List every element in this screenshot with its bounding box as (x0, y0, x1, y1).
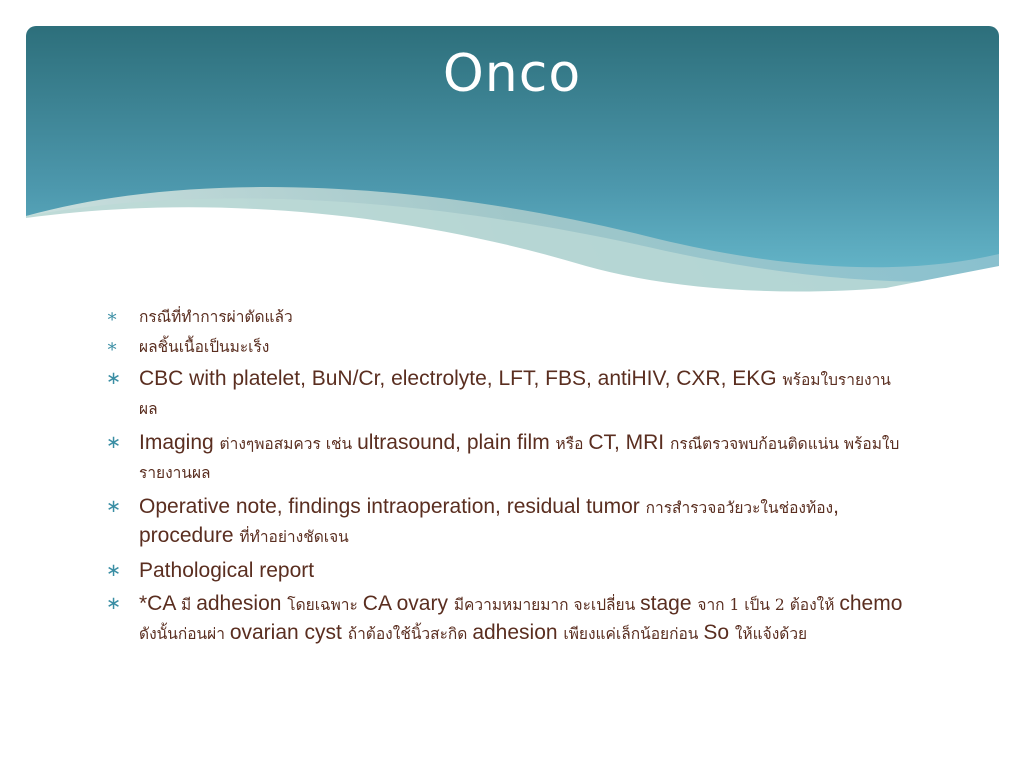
bullet-text: โดยเฉพาะ (287, 596, 363, 614)
bullet-marker-icon: ∗ (106, 432, 122, 452)
bullet-text: Pathological report (139, 559, 315, 582)
bullet-item (104, 590, 904, 648)
bullet-text: adhesion (472, 621, 564, 644)
bullet-text: มี (181, 596, 197, 614)
bullet-text: CT, MRI (588, 431, 670, 454)
bullet-text: ผลชิ้นเนื้อเป็นมะเร็ง (139, 338, 270, 356)
bullet-text: stage (640, 592, 698, 615)
bullet-text: ต่างๆพอสมควร เช่น (219, 435, 358, 453)
bullet-text: ovarian cyst (229, 621, 348, 644)
bullet-text: หรือ (555, 435, 589, 453)
bullet-marker-icon: ∗ (106, 560, 122, 580)
bullet-text: กรณีที่ทำการผ่าตัดแล้ว (139, 308, 293, 326)
bullet-marker-icon: ∗ (106, 593, 122, 613)
bullet-marker-icon: ∗ (106, 336, 119, 357)
slide-title: Onco (442, 44, 582, 104)
bullet-marker-icon: ∗ (106, 368, 122, 388)
bullet-item (104, 335, 904, 359)
bullet-text: So (703, 621, 735, 644)
bullet-list (104, 305, 904, 654)
bullet-text: พร้อมใบรายงานผล (139, 371, 891, 418)
bullet-text: การสำรวจอวัยวะในช่องท้อง (645, 499, 834, 517)
bullet-item (104, 305, 904, 329)
bullet-text: CBC with platelet, BuN/Cr, electrolyte, LFT, FBS, antiHIV, CXR, EKG (139, 367, 783, 390)
bullet-text: Imaging (139, 431, 220, 454)
bullet-text: CA ovary (362, 592, 454, 615)
bullet-text: ให้แจ้งด้วย (734, 625, 808, 643)
bullet-marker-icon: ∗ (106, 306, 119, 327)
bullet-text: Operative note, findings intraoperation, residual tumor (139, 495, 646, 518)
bullet-text: , procedure (139, 495, 839, 547)
bullet-item (104, 493, 904, 551)
bullet-text: adhesion (196, 592, 288, 615)
bullet-text: ดังนั้นก่อนผ่า (139, 625, 230, 643)
bullet-text: ที่ทำอย่างชัดเจน (239, 528, 349, 546)
bullet-text: ถ้าต้องใช้นิ้วสะกิด (347, 625, 473, 643)
bullet-text: กรณีตรวจพบก้อนติดแน่น พร้อมใบรายงานผล (139, 435, 900, 482)
bullet-text: chemo (839, 592, 903, 615)
bullet-item (104, 365, 904, 423)
bullet-item (104, 557, 904, 584)
bullet-text: *CA (139, 592, 182, 615)
bullet-marker-icon: ∗ (106, 496, 122, 516)
bullet-item (104, 429, 904, 487)
bullet-text: จาก 1 เป็น 2 ต้องให้ (697, 596, 840, 614)
bullet-text: ultrasound, plain film (357, 431, 556, 454)
bullet-text: มีความหมายมาก จะเปลี่ยน (453, 596, 641, 614)
bullet-text: เพียงแค่เล็กน้อยก่อน (563, 625, 704, 643)
